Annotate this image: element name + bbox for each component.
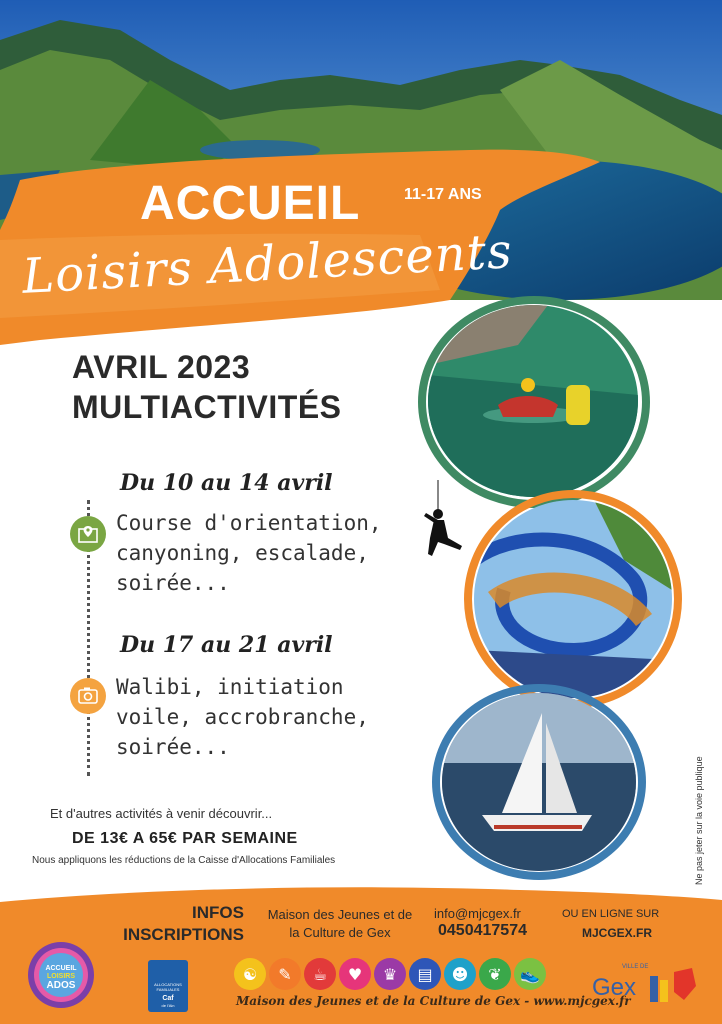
gex-logo-text: Gex (592, 974, 637, 1001)
crown-icon: ♛ (374, 958, 406, 990)
period-1-line-2: canyoning, escalade, (116, 541, 369, 565)
gex-logo-ville: VILLE DE (622, 964, 649, 970)
organisation-name-line-2: la Culture de Gex (289, 925, 391, 940)
do-not-litter-note: Ne pas jeter sur la voie publique (694, 756, 704, 885)
paint-brush-icon: ✎ (269, 958, 301, 990)
sneaker-icon: 👟 (514, 958, 546, 990)
inscriptions-label: INSCRIPTIONS (123, 925, 244, 944)
period-1-date: Du 10 au 14 avril (120, 470, 333, 496)
period-1-activities (116, 508, 406, 598)
caf-logo-line-3: de l'Ain (161, 1003, 175, 1008)
caf-logo-line-2: Caf (162, 995, 174, 1002)
period-2-activities (116, 672, 406, 762)
infos-label: INFOS (192, 903, 244, 922)
heart-pulse-icon: ♥ (339, 958, 371, 990)
activity-icons-row (234, 958, 552, 990)
period-2-line-3: soirée... (116, 735, 230, 759)
header-script-title: Loisirs Adolescents (20, 223, 514, 305)
subtitle-heading: MULTIACTIVITÉS (72, 389, 342, 425)
website-link[interactable]: MJCGEX.FR (582, 926, 653, 940)
ville-de-gex-logo (592, 960, 702, 1010)
footer-signature: Maison des Jeunes et de la Culture de Gex - www.mjcgex.fr (236, 994, 631, 1008)
accueil-loisirs-ados-logo (26, 940, 96, 1010)
svg-text:ADOS: ADOS (46, 980, 76, 991)
infos-inscriptions-heading (118, 902, 244, 946)
caf-discount-note: Nous appliquons les réductions de la Caisse d'Allocations Familiales (32, 855, 336, 866)
age-range: 11-17 ANS (404, 186, 482, 203)
online-label: OU EN LIGNE SUR (562, 908, 660, 920)
svg-text:ACCUEIL: ACCUEIL (45, 965, 77, 972)
sailing-photo (442, 693, 636, 871)
caf-logo-line-1: ALLOCATIONS FAMILIALES (154, 982, 182, 992)
contact-email[interactable]: info@mjcgex.fr (434, 906, 521, 921)
contact-phone[interactable]: 0450417574 (438, 922, 527, 939)
leaf-icon: ❦ (479, 958, 511, 990)
period-1-line-3: soirée... (116, 571, 230, 595)
gex-shield-icon (648, 966, 698, 1006)
drama-mask-icon: ☻ (444, 958, 476, 990)
photo-camera-icon (70, 678, 106, 714)
period-1-line-1: Course d'orientation, (116, 511, 382, 535)
month-heading: AVRIL 2023 (72, 349, 251, 385)
map-pin-icon (70, 516, 106, 552)
organisation-name (256, 906, 424, 942)
rollercoaster-photo (474, 500, 672, 698)
more-activities-text: Et d'autres activités à venir découvrir... (50, 806, 273, 821)
yin-yang-icon: ☯ (234, 958, 266, 990)
period-2-date: Du 17 au 21 avril (120, 632, 333, 658)
period-2-line-2: voile, accrobranche, (116, 705, 369, 729)
header-title: ACCUEIL (140, 177, 361, 230)
book-icon: ▤ (409, 958, 441, 990)
price-range: DE 13€ A 65€ PAR SEMAINE (72, 830, 298, 847)
caf-logo (148, 960, 188, 1012)
coffee-cup-icon: ☕ (304, 958, 336, 990)
canyoning-photo (428, 305, 638, 497)
organisation-name-line-1: Maison des Jeunes et de (267, 907, 413, 922)
svg-text:LOISIRS: LOISIRS (46, 973, 76, 980)
period-2-line-1: Walibi, initiation (116, 675, 344, 699)
